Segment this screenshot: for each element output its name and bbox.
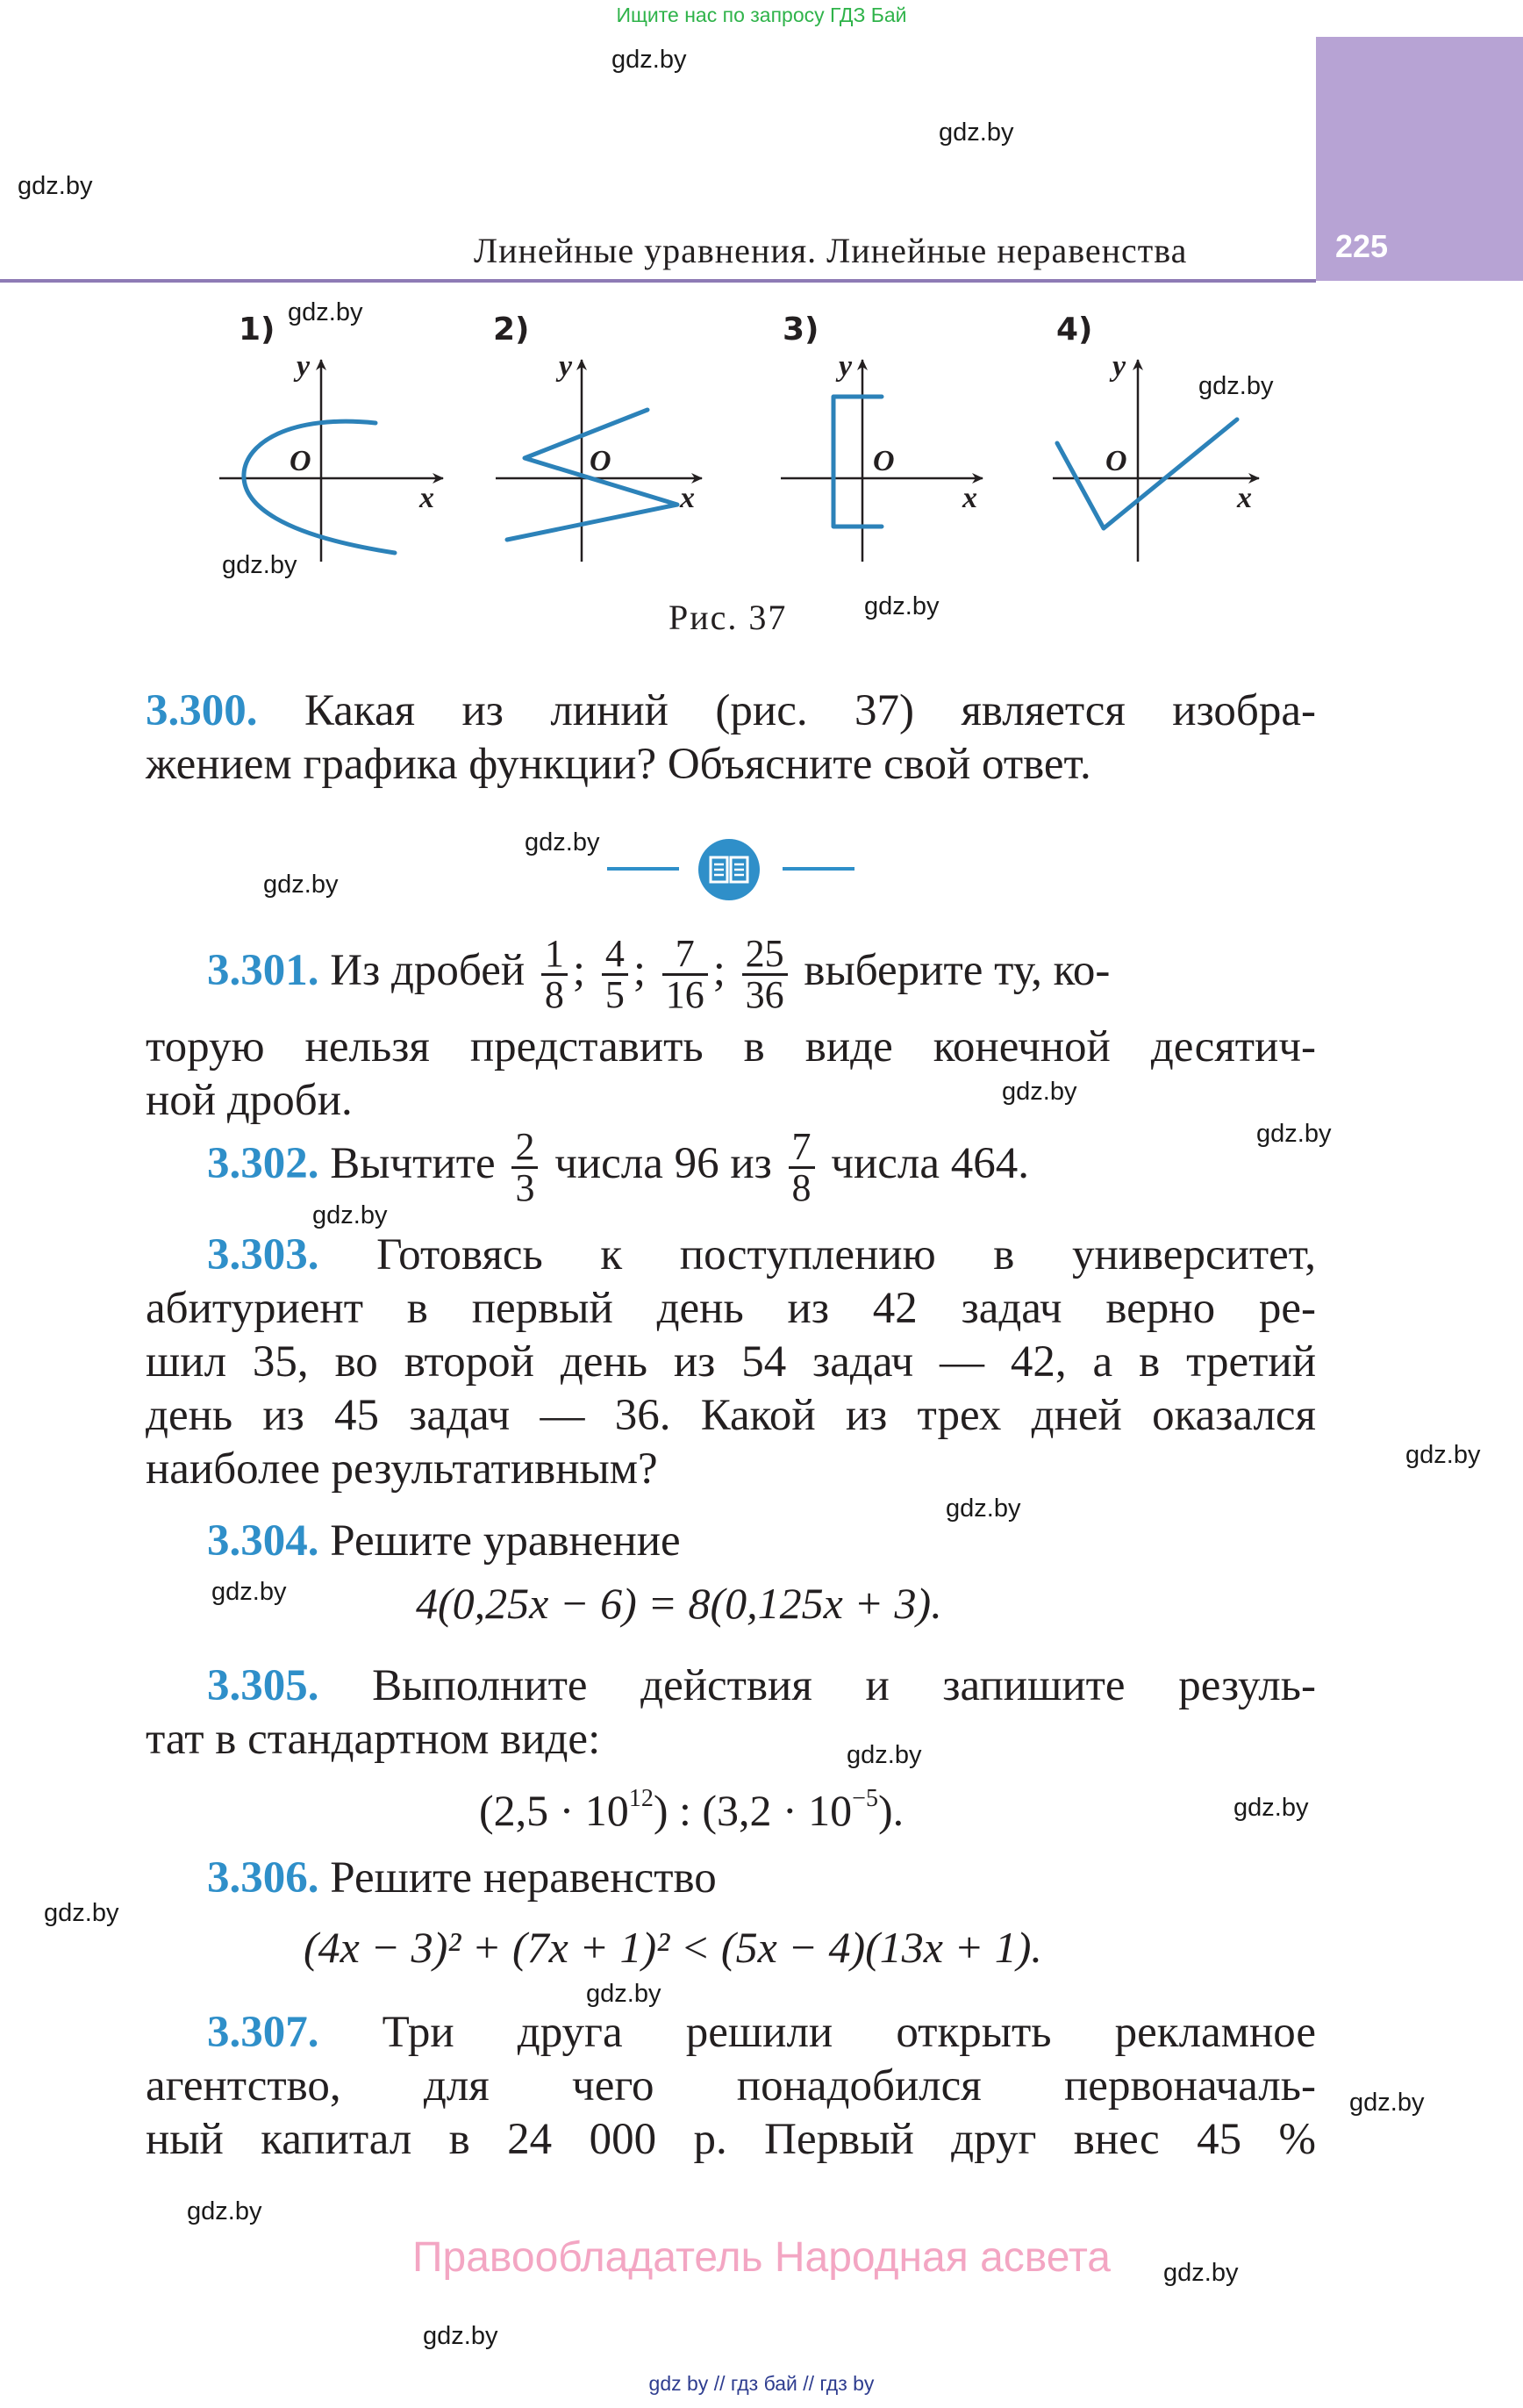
footer-links[interactable]: gdz by // гдз бай // гдз by bbox=[648, 2372, 875, 2395]
watermark: gdz.by bbox=[312, 1201, 388, 1229]
watermark: gdz.by bbox=[211, 1578, 287, 1606]
figure-label-1: 1) bbox=[239, 312, 275, 348]
problem-300-line: жением графика функции? Объясните свой ответ. bbox=[146, 740, 1091, 789]
problem-303-line: абитуриент в первый день из 42 задач верно ре- bbox=[146, 1284, 1316, 1333]
fraction: $\frac{25}{36}$ bbox=[742, 935, 788, 1014]
figure-caption: Рис. 37 bbox=[669, 598, 788, 637]
fraction: $\frac{1}{8}$ bbox=[541, 935, 568, 1014]
problem-number: 3.305. bbox=[207, 1661, 319, 1710]
x-label: x bbox=[419, 482, 434, 514]
problem-number: 3.307. bbox=[207, 2008, 319, 2057]
watermark: gdz.by bbox=[1163, 2259, 1239, 2287]
divider-left bbox=[607, 867, 679, 871]
problem-303-line: наиболее результативным? bbox=[146, 1444, 658, 1494]
watermark: gdz.by bbox=[44, 1899, 119, 1927]
fraction: $\frac{4}{5}$ bbox=[602, 935, 628, 1014]
problem-305-line: 3.305. Выполните действия и запишите резуль- bbox=[207, 1661, 1317, 1710]
problem-number: 3.300. bbox=[146, 686, 258, 735]
figure-label-2: 2) bbox=[493, 312, 530, 348]
watermark: gdz.by bbox=[946, 1494, 1021, 1523]
problem-number: 3.303. bbox=[207, 1230, 319, 1279]
book-icon bbox=[697, 838, 761, 901]
watermark: gdz.by bbox=[222, 551, 297, 579]
top-notice[interactable]: Ищите нас по запросу ГДЗ Бай bbox=[616, 4, 907, 26]
figure-label-3: 3) bbox=[783, 312, 819, 348]
origin-label: O bbox=[590, 445, 611, 477]
watermark: gdz.by bbox=[1349, 2089, 1425, 2117]
origin-label: O bbox=[1105, 445, 1127, 477]
watermark: gdz.by bbox=[423, 2322, 498, 2350]
curve-v bbox=[1057, 419, 1237, 528]
fraction: $\frac{7}{8}$ bbox=[789, 1128, 815, 1208]
divider-right bbox=[783, 867, 854, 871]
watermark: gdz.by bbox=[586, 1980, 661, 2008]
y-label: y bbox=[559, 350, 573, 383]
problem-304: 3.304. Решите уравнение bbox=[207, 1516, 681, 1566]
inequality-306: (4x − 3)² + (7x + 1)² < (5x − 4)(13x + 1). bbox=[304, 1923, 1042, 1972]
copyright-notice: Правообладатель Народная асвета bbox=[412, 2234, 1111, 2281]
figure-37 bbox=[0, 0, 1523, 614]
watermark: gdz.by bbox=[18, 172, 93, 200]
equation-304: 4(0,25x − 6) = 8(0,125x + 3). bbox=[416, 1579, 942, 1628]
problem-303-line: день из 45 задач — 36. Какой из трех дней оказался bbox=[146, 1391, 1316, 1440]
problem-300-line: 3.300. Какая из линий (рис. 37) является изобра- bbox=[146, 686, 1317, 735]
watermark: gdz.by bbox=[1256, 1120, 1332, 1148]
watermark: gdz.by bbox=[263, 871, 339, 899]
x-label: x bbox=[962, 482, 977, 514]
problem-number: 3.302. bbox=[207, 1139, 319, 1189]
fraction: $\frac{7}{16}$ bbox=[662, 935, 708, 1014]
watermark: gdz.by bbox=[525, 828, 600, 856]
expression-305: $(2,5 \cdot 10^{12})$ : $(3,2 \cdot 10^{-5})$. bbox=[479, 1785, 905, 1835]
fraction: $\frac{2}{3}$ bbox=[511, 1128, 538, 1208]
watermark: gdz.by bbox=[847, 1741, 922, 1769]
problem-301-line: ной дроби. bbox=[146, 1076, 353, 1125]
origin-label: O bbox=[873, 445, 895, 477]
y-label: y bbox=[1112, 350, 1126, 383]
problem-307-line: агентство, для чего понадобился первоначаль- bbox=[146, 2061, 1316, 2111]
y-label: y bbox=[839, 350, 853, 383]
problem-307-line: ный капитал в 24 000 р. Первый друг внес 45 % bbox=[146, 2115, 1316, 2164]
watermark: gdz.by bbox=[1233, 1794, 1309, 1822]
figure-label-4: 4) bbox=[1056, 312, 1093, 348]
problem-307-line: 3.307. Три друга решили открыть рекламное bbox=[207, 2008, 1316, 2057]
watermark: gdz.by bbox=[864, 592, 940, 620]
watermark: gdz.by bbox=[611, 46, 687, 74]
problem-305-line: тат в стандартном виде: bbox=[146, 1715, 601, 1764]
origin-label: O bbox=[290, 445, 311, 477]
problem-number: 3.306. bbox=[207, 1853, 319, 1903]
page-number: 225 bbox=[1335, 228, 1389, 264]
watermark: gdz.by bbox=[1002, 1078, 1077, 1106]
problem-303-line: шил 35, во второй день из 54 задач — 42, а в третий bbox=[146, 1337, 1316, 1387]
problem-303-line: 3.303. Готовясь к поступлению в университет, bbox=[207, 1230, 1317, 1279]
watermark: gdz.by bbox=[187, 2197, 262, 2225]
problem-301-line: торую нельзя представить в виде конечной десятич- bbox=[146, 1022, 1316, 1071]
running-header: Линейные уравнения. Линейные неравенства bbox=[474, 231, 1188, 270]
watermark: gdz.by bbox=[939, 118, 1014, 147]
curve-parabola bbox=[244, 421, 395, 553]
y-label: y bbox=[297, 350, 311, 383]
problem-301-line1: 3.301. Из дробей $\frac{1}{8}$ ; $\frac{4}{5}$ ; $\frac{7}{16}$ ; $\frac{25}{36}$ выберите ту, ко- bbox=[207, 932, 1111, 1016]
watermark: gdz.by bbox=[1405, 1441, 1481, 1469]
problem-number: 3.304. bbox=[207, 1516, 319, 1566]
watermark: gdz.by bbox=[288, 298, 363, 326]
x-label: x bbox=[680, 482, 695, 514]
problem-number: 3.301. bbox=[207, 946, 319, 996]
problem-306: 3.306. Решите неравенство bbox=[207, 1853, 717, 1903]
watermark: gdz.by bbox=[1198, 372, 1274, 400]
problem-302: 3.302. Вычтите $\frac{2}{3}$ числа 96 из $\frac{7}{8}$ числа 464. bbox=[207, 1125, 1029, 1209]
x-label: x bbox=[1237, 482, 1252, 514]
